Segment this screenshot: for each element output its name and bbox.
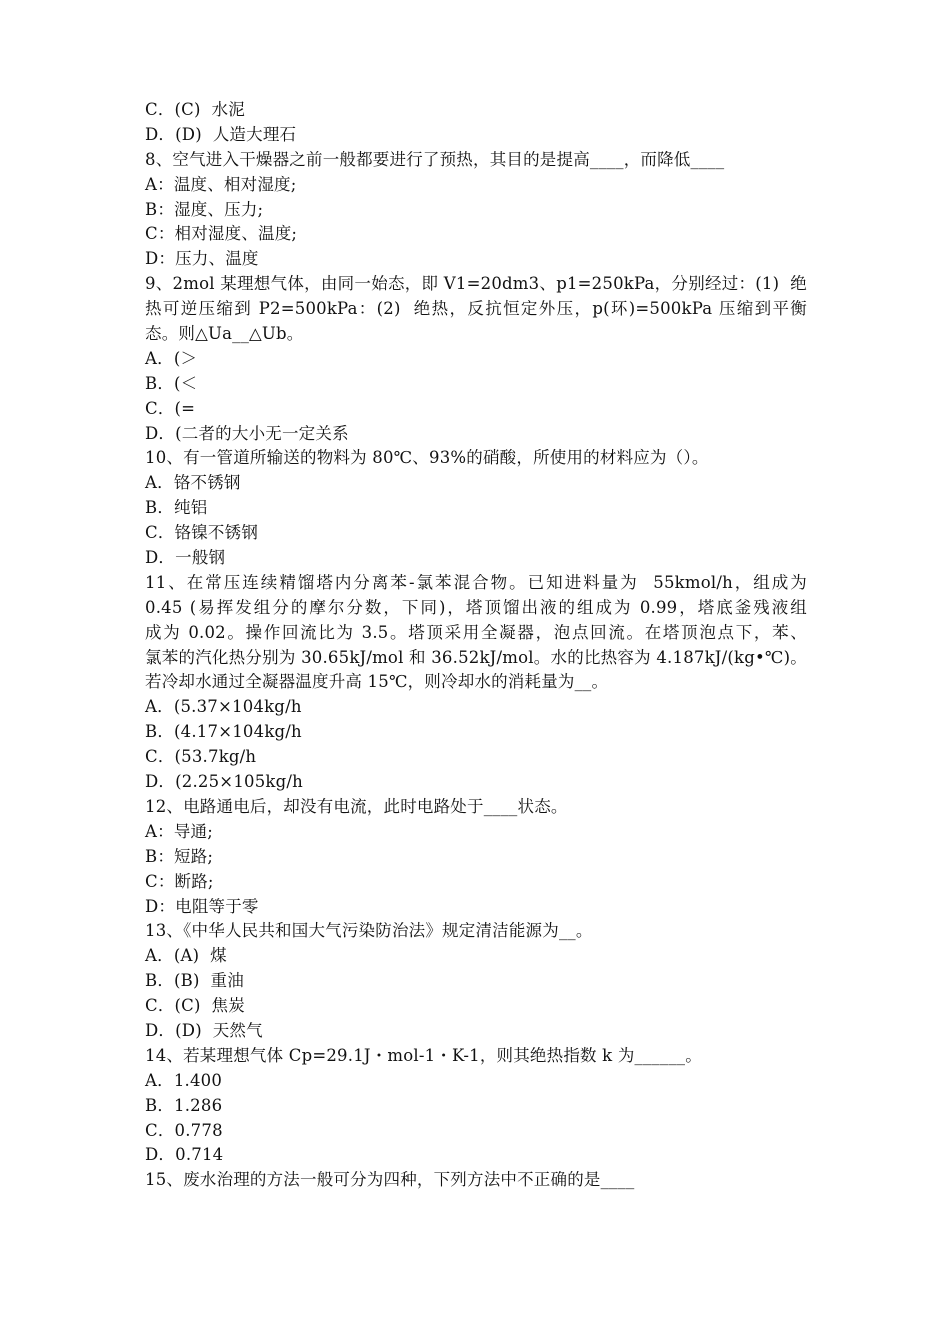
option-line: C．(C) 焦炭: [145, 996, 245, 1016]
option-line: C．0.778: [145, 1120, 223, 1140]
question-12: 12、电路通电后，却没有电流，此时电路处于____状态。: [145, 796, 568, 816]
option-line: A．(5.37×104kg/h: [145, 697, 302, 717]
option-line: D．(D) 天然气: [145, 1020, 263, 1040]
option-line: C．铬镍不锈钢: [145, 523, 259, 543]
option-line: C：断路;: [145, 871, 214, 891]
option-line: D．(二者的大小无一定关系: [145, 423, 349, 443]
question-11: 11、在常压连续精馏塔内分离苯-氯苯混合物。已知进料量为 55kmol/h，组成为 0.45 (易挥发组分的摩尔分数，下同)，塔顶馏出液的组成为 0.99，塔底釜残液组 成为 0.02。操作回流比为 3.5。塔顶采用全凝器，泡点回流。在塔顶泡点下，苯、 氯苯的汽化热分别为 30.65kJ/mol 和 36.52kJ/mol。水的比热容为 4.187kJ/(kg•℃)。 若冷却水通过全凝器温度升高 15℃，则冷却水的消耗量为__。: [145, 572, 807, 692]
option-line: A．(A) 煤: [145, 946, 227, 966]
question-13: 13、《中华人民共和国大气污染防治法》规定清洁能源为__。: [145, 921, 593, 941]
option-line: D．0.714: [145, 1145, 224, 1165]
question-15: 15、废水治理的方法一般可分为四种，下列方法中不正确的是____: [145, 1170, 635, 1190]
option-line: C：相对湿度、温度;: [145, 224, 298, 244]
option-line: C．(=: [145, 398, 196, 418]
option-line: A．1.400: [145, 1070, 223, 1090]
option-line: D．一般钢: [145, 548, 226, 568]
option-line: A：温度、相对湿度;: [145, 174, 297, 194]
option-line: D．(2.25×105kg/h: [145, 772, 303, 792]
option-line: B．(＜: [145, 373, 198, 393]
question-9: 9、2mol 某理想气体，由同一始态，即 V1=20dm3、p1=250kPa，分别经过：(1) 绝 热可逆压缩到 P2=500kPa：(2) 绝热，反抗恒定外压，p(环)=500kPa 压缩到平衡 态。则△Ua__△Ub。: [145, 274, 807, 344]
question-10: 10、有一管道所输送的物料为 80℃、93%的硝酸，所使用的材料应为（）。: [145, 448, 709, 468]
option-line: B．1.286: [145, 1095, 223, 1115]
question-8: 8、空气进入干燥器之前一般都要进行了预热，其目的是提高____，而降低____: [145, 149, 725, 169]
document-page: [145, 98, 807, 1193]
option-line: C．(C) 水泥: [145, 100, 245, 119]
option-line: A．铬不锈钢: [145, 473, 241, 493]
question-14: 14、若某理想气体 Cp=29.1J・mol-1・K-1，则其绝热指数 k 为______。: [145, 1045, 702, 1065]
option-line: A：导通;: [145, 821, 213, 841]
option-line: B．纯铝: [145, 498, 208, 518]
option-line: B：湿度、压力;: [145, 199, 264, 219]
option-line: D．(D) 人造大理石: [145, 124, 297, 144]
option-line: D：压力、温度: [145, 249, 259, 269]
option-line: A．(＞: [145, 348, 198, 368]
option-line: D：电阻等于零: [145, 896, 259, 916]
option-line: B．(4.17×104kg/h: [145, 722, 302, 742]
option-line: B．(B) 重油: [145, 971, 244, 991]
option-line: B：短路;: [145, 846, 214, 866]
option-line: C．(53.7kg/h: [145, 747, 257, 767]
